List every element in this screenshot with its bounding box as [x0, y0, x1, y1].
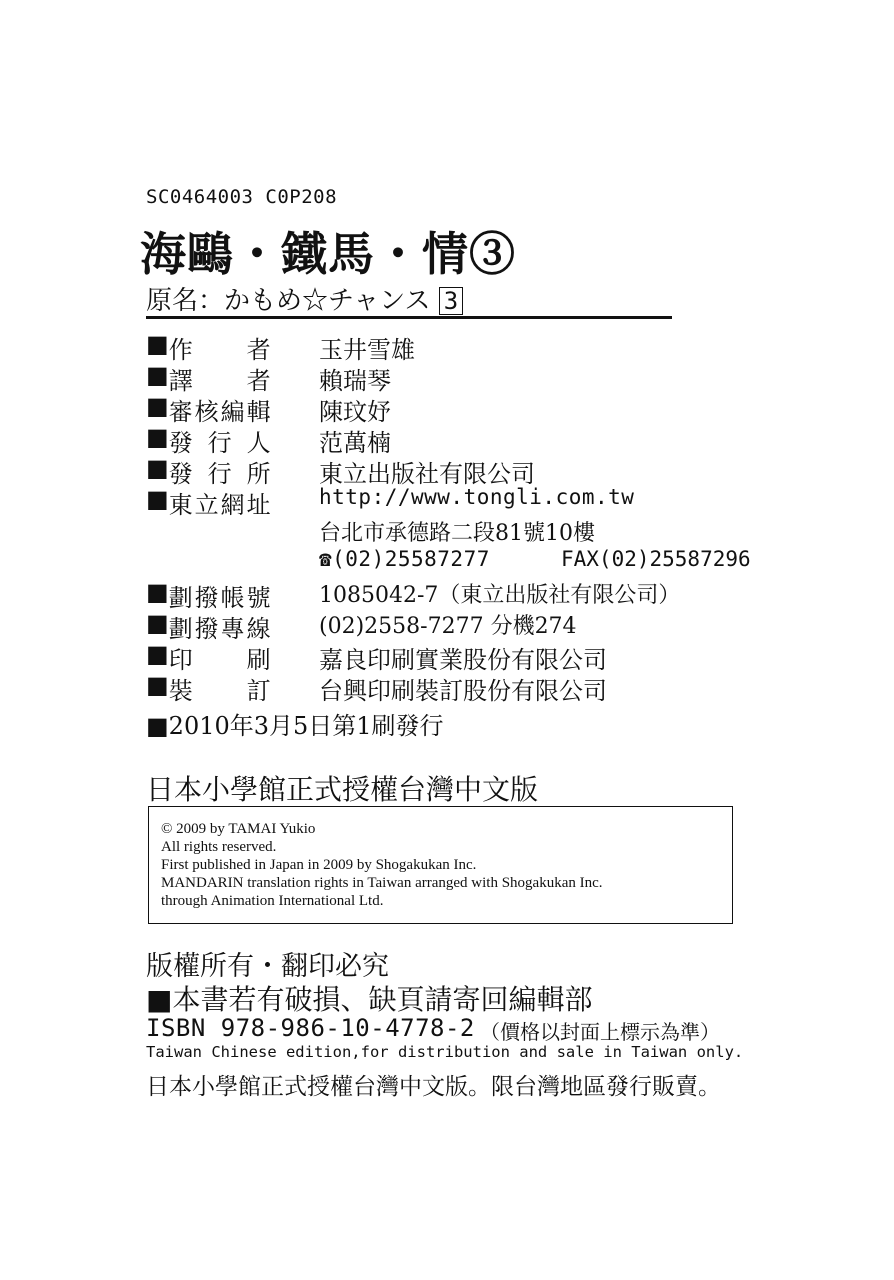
copyright-line: © 2009 by TAMAI Yukio — [161, 821, 316, 837]
copyright-line: First published in Japan in 2009 by Shogakukan Inc. — [161, 857, 477, 873]
credit-label: 劃撥帳號 — [168, 584, 271, 612]
copyright-line: MANDARIN translation rights in Taiwan arranged with Shogakukan Inc. — [161, 875, 603, 891]
credit-row-author — [146, 330, 786, 364]
credit-value: 東立出版社有限公司 — [319, 460, 535, 488]
credit-value: 賴瑞琴 — [319, 367, 391, 395]
phone-number: ☎(02)25587277 — [319, 547, 490, 571]
credit-row-editor — [146, 392, 786, 426]
rights-reserved: 版權所有・翻印必究 — [146, 951, 389, 982]
credit-label: 裝 訂 — [168, 677, 271, 705]
credit-label: 審核編輯 — [168, 398, 271, 426]
bullet-square: ■ — [146, 578, 169, 606]
credit-label: 東立網址 — [168, 491, 271, 519]
bullet-square: ■ — [146, 485, 169, 513]
credit-label: 劃撥專線 — [168, 615, 271, 643]
credit-label: 作 者 — [168, 336, 271, 364]
title-divider — [146, 316, 672, 319]
credits-list — [146, 330, 786, 705]
credit-row-printer — [146, 640, 786, 674]
credit-row-publisher — [146, 454, 786, 488]
website-url[interactable]: http://www.tongli.com.tw — [319, 485, 635, 509]
bullet-square: ■ — [146, 330, 169, 358]
copyright-box — [148, 806, 733, 924]
bullet-square: ■ — [146, 609, 169, 637]
publication-date: ■2010年3月5日第1刷發行 — [146, 712, 444, 740]
bullet-square: ■ — [146, 640, 169, 668]
credit-value: (02)2558-7277 分機274 — [319, 614, 577, 639]
credit-row-translator — [146, 361, 786, 395]
credit-value: 玉井雪雄 — [319, 336, 415, 364]
credit-label: 發行人 — [168, 429, 271, 457]
publisher-address: 台北市承德路二段81號10樓 — [319, 521, 595, 546]
bullet-square: ■ — [146, 423, 169, 451]
copyright-line: All rights reserved. — [161, 839, 277, 855]
address-row — [146, 516, 786, 547]
credit-value: 台興印刷裝訂股份有限公司 — [319, 677, 607, 705]
product-code: SC0464003 C0P208 — [146, 186, 338, 208]
credit-value: 陳玟妤 — [319, 398, 391, 426]
bullet-square: ■ — [146, 454, 169, 482]
authorization-statement: 日本小學館正式授權台灣中文版 — [146, 773, 539, 806]
credit-row-hotline — [146, 609, 786, 643]
fax-number: FAX(02)25587296 — [561, 547, 751, 571]
original-title-label: 原名：かもめ☆チャンス — [146, 286, 431, 316]
credit-label: 譯 者 — [168, 367, 271, 395]
distribution-limit: 日本小學館正式授權台灣中文版。限台灣地區發行販賣。 — [146, 1074, 721, 1100]
volume-number: 3 — [439, 287, 463, 315]
credit-row-website — [146, 485, 786, 519]
bullet-square: ■ — [146, 361, 169, 389]
credit-row-publisher-person — [146, 423, 786, 457]
bullet-square: ■ — [146, 392, 169, 420]
edition-note: Taiwan Chinese edition,for distribution and sale in Taiwan only. — [146, 1043, 744, 1061]
original-title — [146, 280, 463, 317]
price-note: （價格以封面上標示為準） — [480, 1020, 720, 1044]
credit-row-account — [146, 578, 786, 612]
credit-label: 發行所 — [168, 460, 271, 488]
bullet-square: ■ — [146, 671, 169, 699]
isbn-number: ISBN 978-986-10-4778-2 — [146, 1014, 475, 1042]
credit-value: 范萬楠 — [319, 429, 391, 457]
book-title: 海鷗・鐵馬・情③ — [140, 227, 516, 281]
credit-row-binder — [146, 671, 786, 705]
damage-notice: ■本書若有破損、缺頁請寄回編輯部 — [146, 983, 593, 1016]
credit-label: 印 刷 — [168, 646, 271, 674]
copyright-line: through Animation International Ltd. — [161, 893, 384, 909]
credit-value: 嘉良印刷實業股份有限公司 — [319, 646, 607, 674]
credit-value: 1085042-7（東立出版社有限公司） — [319, 583, 681, 608]
contact-row — [146, 547, 786, 578]
